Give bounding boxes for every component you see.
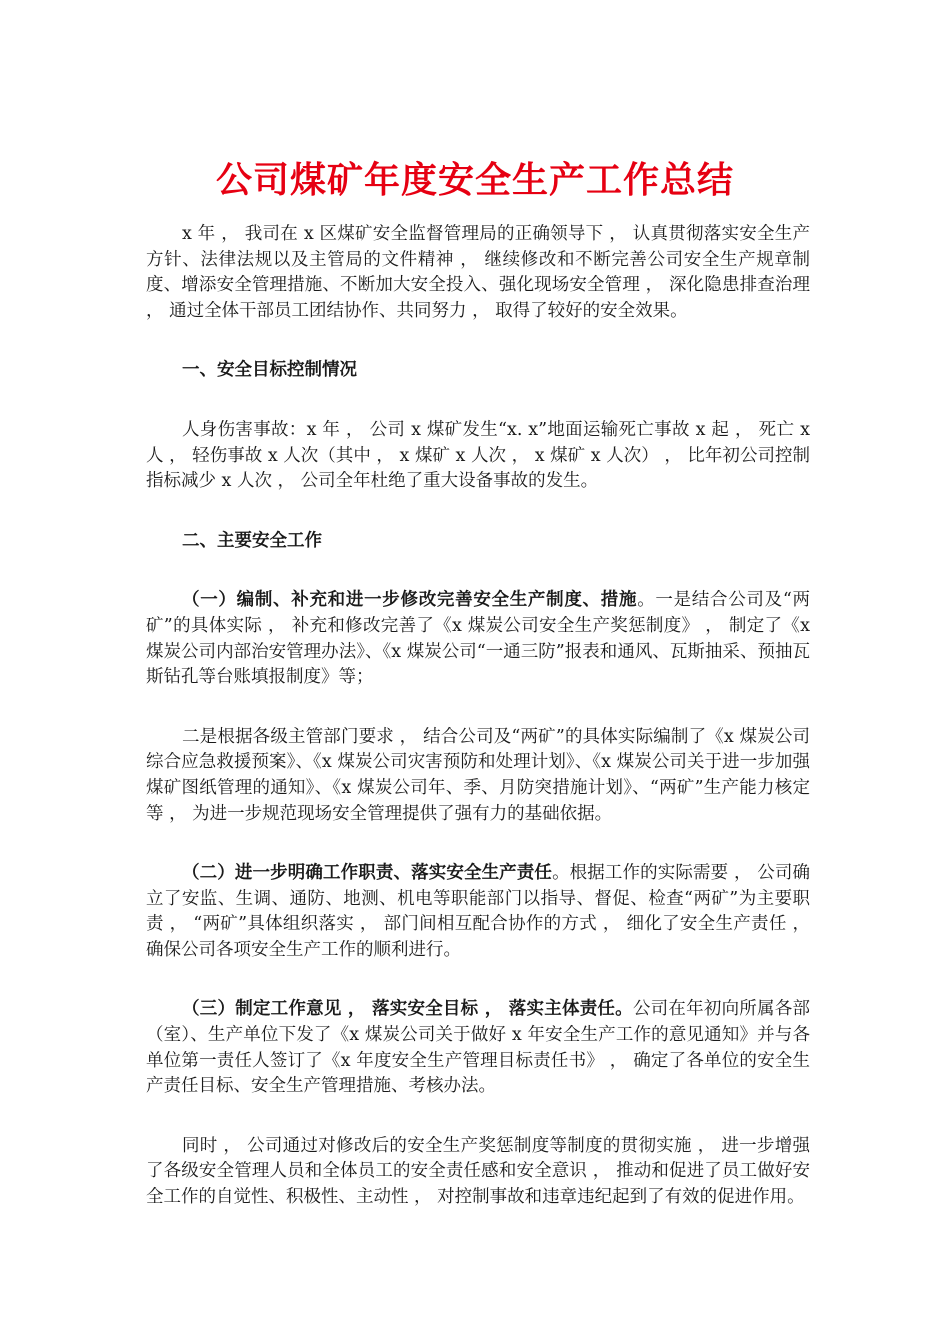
injury-accident-paragraph: 人身伤害事故：x 年 ， 公司 x 煤矿发生“x. x”地面运输死亡事故 x 起 ， 死亡 x 人 ， 轻伤事故 x 人次（其中 ， x 煤矿 x 人次 ， x 煤矿 x 人次） ， 比年初公司控制指标减少 x 人次 ， 公司全年杜绝了重大设备事故的发生。 xyxy=(146,419,810,492)
item-3-lead: （三）制定工作意见 ， 落实安全目标 ， 落实主体责任。 xyxy=(182,999,633,1020)
item-1-paragraph xyxy=(146,588,810,690)
section-heading-safety-targets: 一、安全目标控制情况 xyxy=(182,360,357,381)
section-heading-main-work: 二、主要安全工作 xyxy=(182,530,322,551)
closing-paragraph: 同时 ， 公司通过对修改后的安全生产奖惩制度等制度的贯彻实施 ， 进一步增强了各级安全管理人员和全体员工的安全责任感和安全意识 ， 推动和促进了员工做好安全工作的自觉性、积极性、主动性 ， 对控制事故和违章违纪起到了有效的促进作用。 xyxy=(146,1135,810,1208)
item-1-lead: （一）编制、补充和进一步修改完善安全生产制度、措施 xyxy=(182,590,638,611)
intro-paragraph: x 年 ， 我司在 x 区煤矿安全监督管理局的正确领导下 ， 认真贯彻落实安全生产方针、法律法规以及主管局的文件精神 ， 继续修改和不断完善公司安全生产规章制度、增添安全管理措施、不断加大安全投入、强化现场安全管理 ， 深化隐患排查治理 ， 通过全体干部员工团结协作、共同努力 ， 取得了较好的安全效果。 xyxy=(146,224,810,321)
item-2-paragraph xyxy=(146,861,810,963)
item-3-paragraph xyxy=(146,997,810,1099)
item-2-lead: （二）进一步明确工作职责、落实安全生产责任 xyxy=(182,863,553,884)
document-body xyxy=(146,222,810,1245)
document-title: 公司煤矿年度安全生产工作总结 xyxy=(215,159,734,201)
item-2-text: 。根据工作的实际需要 ， 公司确立了安监、生调、通防、地测、机电等职能部门以指导、督促、检查“两矿”为主要职责 ， “两矿”具体组织落实 ， 部门间相互配合协作的方式 ， 细化了安全生产责任 ， 确保公司各项安全生产工作的顺利进行。 xyxy=(146,863,811,960)
item-3-text: 公司在年初向所属各部（室）、生产单位下发了《x 煤炭公司关于做好 x 年安全生产工作的意见通知》并与各单位第一责任人签订了《x 年度安全生产管理目标责任书》 ， 确定了各单位的安全生产责任目标、安全生产管理措施、考核办法。 xyxy=(146,999,811,1097)
item-1-text: 。一是结合公司及“两矿”的具体实际 ， 补充和修改完善了《x 煤炭公司安全生产奖惩制度》 ， 制定了《x 煤炭公司内部治安管理办法》、《x 煤炭公司“一通三防”报表和通风、瓦斯抽采、预抽瓦斯钻孔等台账填报制度》等； xyxy=(146,590,810,688)
item-1-second-paragraph: 二是根据各级主管部门要求 ， 结合公司及“两矿”的具体实际编制了《x 煤炭公司综合应急救援预案》、《x 煤炭公司灾害预防和处理计划》、《x 煤炭公司关于进一步加强煤矿图纸管理的通知》、《x 煤炭公司年、季、月防突措施计划》、“两矿”生产能力核定等 ， 为进一步规范现场安全管理提供了强有力的基础依据。 xyxy=(146,726,810,824)
